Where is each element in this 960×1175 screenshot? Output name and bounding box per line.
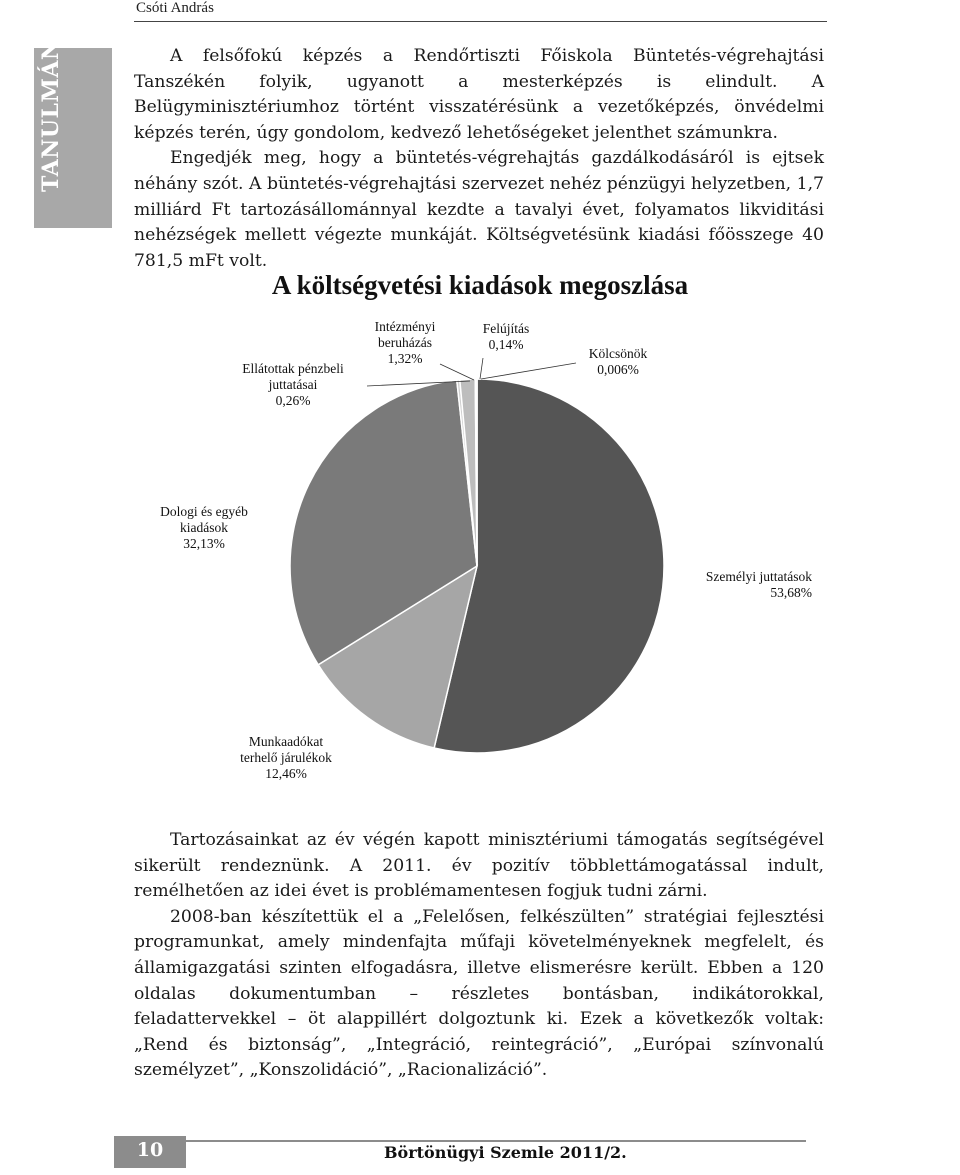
slice-label: Kölcsönök 0,006%	[588, 346, 648, 377]
slice-label: Intézményi beruházás 1,32%	[374, 319, 436, 366]
slice-label: Dologi és egyéb kiadások 32,13%	[160, 504, 248, 551]
paragraph: Tartozásainkat az év végén kapott minisztériumi támogatás segítségével sikerült rendeznünk. A 2011. év pozitív többlettámogatással indult, remélhetően az idei évet is problémamentesen fogjuk tudni zárni.	[134, 830, 824, 902]
body-text-top	[134, 44, 824, 274]
slice-label: Ellátottak pénzbeli juttatásai 0,26%	[242, 361, 344, 408]
body-text-bottom	[134, 828, 824, 1084]
slice-label: Személyi juttatások 53,68%	[705, 569, 812, 600]
paragraph: 2008-ban készítettük el a „Felelősen, felkészülten” stratégiai fejlesztési programunkat, amely mindenfajta műfaji követelményeknek megfelelt, és államigazgatási szinten elfogadásra, illetve elismerésre került. Ebben a 120 oldalas dokumentumban – részletes bontásban, indikátorokkal, feladattervekkel – öt alappillért dolgoztunk ki. Ezek a következők voltak: „Rend és biztonság”, „Integráció, reintegráció”, „Európai színvonalú személyzet”, „Konszolidáció”, „Racionalizáció”.	[134, 906, 824, 1081]
pie-chart	[140, 268, 820, 808]
section-tab-label: TANULMÁNY	[38, 23, 64, 192]
paragraph: A felsőfokú képzés a Rendőrtiszti Főiskola Büntetés-végrehajtási Tanszékén folyik, ugyanott a mesterképzés is elindult. A Belügyminisztériumhoz történt visszatérésünk a vezetőképzés, önvédelmi képzés terén, úgy gondolom, kedvező lehetőségeket jelenthet számunkra.	[134, 46, 824, 143]
slice-label: Felújítás 0,14%	[482, 321, 530, 352]
page-number: 10	[136, 1139, 164, 1161]
label-leader-line	[481, 363, 576, 379]
label-leader-line	[480, 358, 483, 379]
journal-title: Börtönügyi Szemle 2011/2.	[384, 1143, 627, 1162]
label-leader-line	[440, 364, 474, 380]
chart-title: A költségvetési kiadások megoszlása	[271, 270, 689, 300]
slice-label: Munkaadókat terhelő járulékok 12,46%	[240, 734, 332, 781]
footer-rule	[186, 1140, 806, 1142]
running-header-author: Csóti András	[136, 0, 214, 16]
header-rule	[134, 21, 827, 22]
paragraph: Engedjék meg, hogy a büntetés-végrehajtás gazdálkodásáról is ejtsek néhány szót. A büntetés-végrehajtási szervezet nehéz pénzügyi helyzetben, 1,7 milliárd Ft tartozásállománnyal kezdte a tavalyi évet, folyamatos likviditási nehézségek mellett végezte munkáját. Költségvetésünk kiadási főösszege 40 781,5 mFt volt.	[134, 148, 824, 271]
pie-chart-figure	[140, 268, 820, 808]
